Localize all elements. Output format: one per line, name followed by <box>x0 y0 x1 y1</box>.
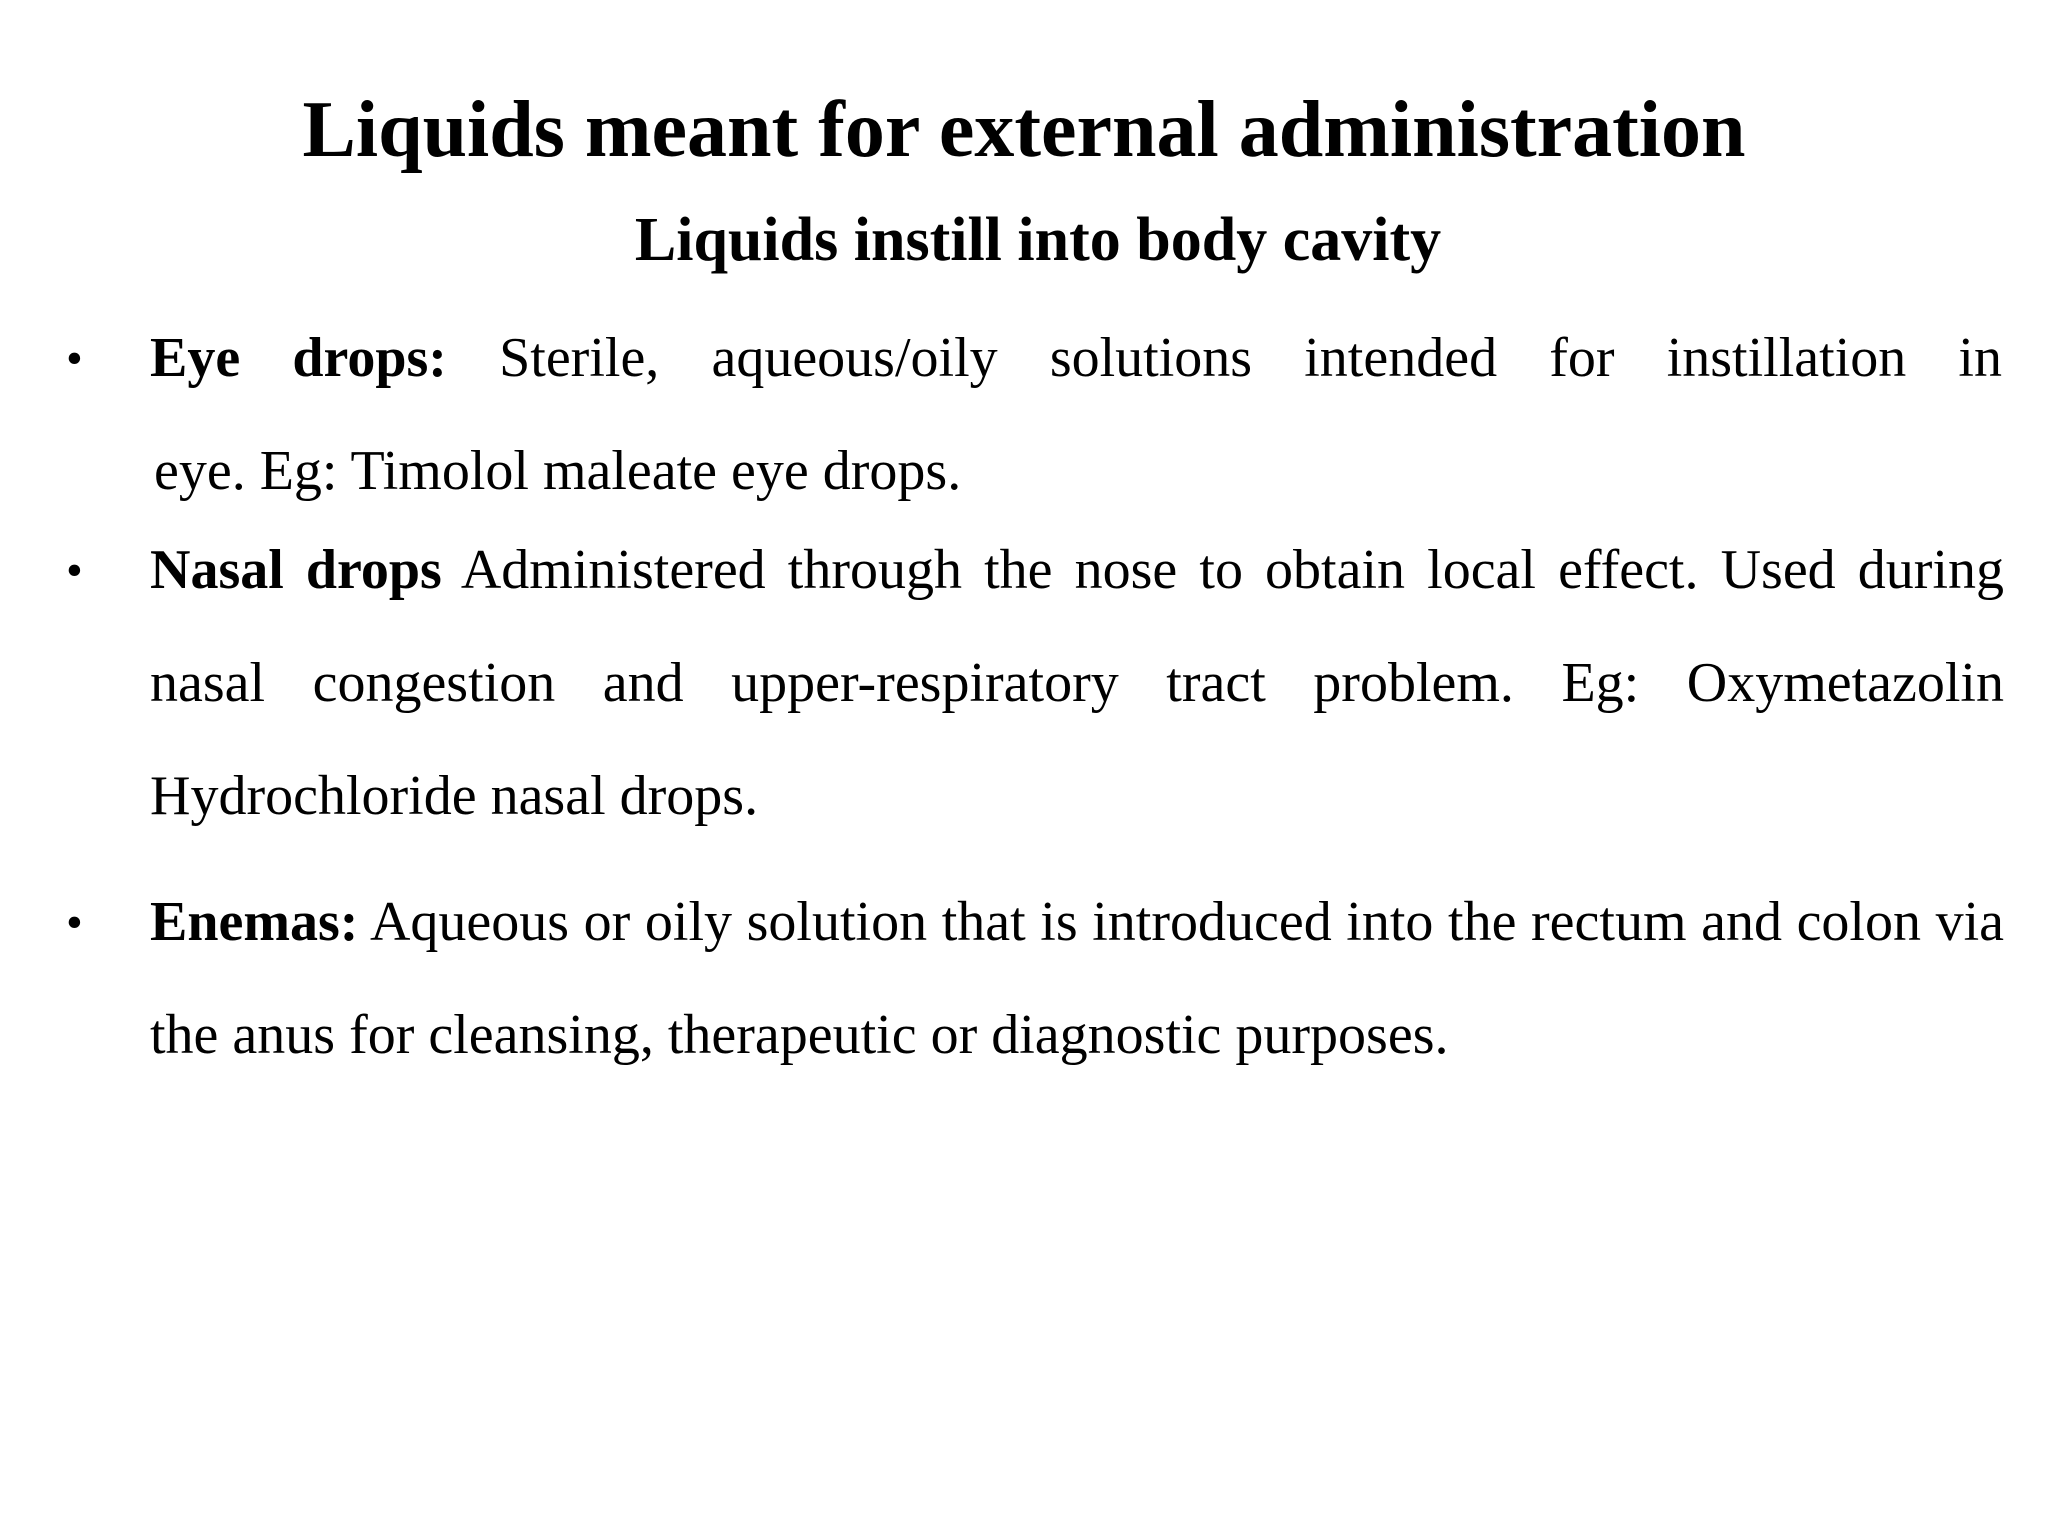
bullet-icon: • <box>66 332 83 385</box>
bullet-item-enemas <box>66 866 2004 1092</box>
bullet-icon: • <box>66 896 83 949</box>
slide-subtitle: Liquids instill into body cavity <box>634 206 1442 274</box>
bullet-text: Administered through the nose to obtain local effect. Used during nasal congestion and upper-respiratory tract problem. Eg: Oxymetazolin Hydrochloride nasal drops. <box>150 539 2004 827</box>
bullet-line <box>150 302 2002 415</box>
slide-title: Liquids meant for external administration <box>302 86 1746 174</box>
bullet-term: Enemas: <box>150 891 359 953</box>
bullet-text: Sterile, aqueous/oily solutions intended for instillation in <box>446 327 2002 389</box>
bullet-item-nasal-drops <box>66 514 2004 853</box>
bullet-item-eye-drops <box>66 302 2002 528</box>
bullet-text: Aqueous or oily solution that is introduced into the rectum and colon via the anus for cleansing, therapeutic or diagnostic purposes. <box>150 891 2004 1066</box>
bullet-term: Nasal drops <box>150 539 442 601</box>
bullet-text-continuation: eye. Eg: Timolol maleate eye drops. <box>154 440 962 502</box>
bullet-term: Eye drops: <box>150 327 447 389</box>
bullet-icon: • <box>66 544 83 597</box>
